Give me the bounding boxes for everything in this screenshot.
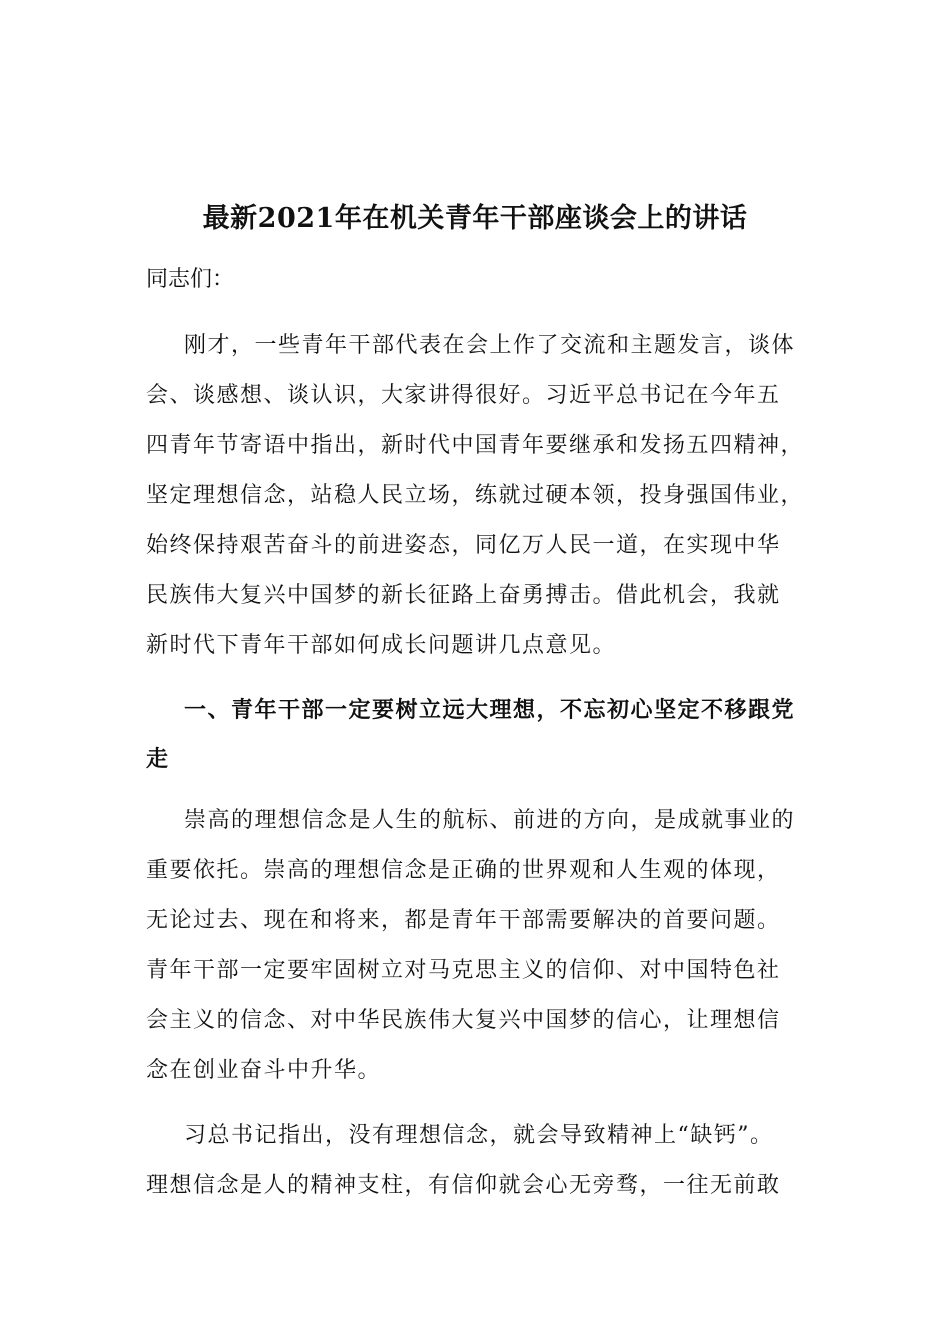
paragraph-line: 新时代下青年干部如何成长问题讲几点意见。 xyxy=(146,633,617,658)
paragraph-line: 坚定理想信念，站稳人民立场，练就过硬本领，投身强国伟业， xyxy=(146,483,805,508)
paragraph-line: 四青年节寄语中指出，新时代中国青年要继承和发扬五四精神， xyxy=(146,433,805,458)
heading-line: 一、青年干部一定要树立远大理想，不忘初心坚定不移跟党 xyxy=(184,697,796,723)
paragraph-line: 念在创业奋斗中升华。 xyxy=(146,1058,382,1083)
paragraph-line: 刚才，一些青年干部代表在会上作了交流和主题发言，谈体 xyxy=(184,333,796,358)
paragraph-line: 重要依托。崇高的理想信念是正确的世界观和人生观的体现， xyxy=(146,858,781,883)
document-title: 最新2021年在机关青年干部座谈会上的讲话 xyxy=(202,203,748,234)
paragraph-line: 崇高的理想信念是人生的航标、前进的方向，是成就事业的 xyxy=(184,808,796,833)
heading-line: 走 xyxy=(146,746,170,772)
paragraph-line: 民族伟大复兴中国梦的新长征路上奋勇搏击。借此机会，我就 xyxy=(146,583,781,608)
paragraph-line: 会主义的信念、对中华民族伟大复兴中国梦的信心，让理想信 xyxy=(146,1008,781,1033)
paragraph-line: 青年干部一定要牢固树立对马克思主义的信仰、对中国特色社 xyxy=(146,958,781,983)
paragraph-line: 无论过去、现在和将来，都是青年干部需要解决的首要问题。 xyxy=(146,908,781,933)
paragraph-line: 理想信念是人的精神支柱，有信仰就会心无旁骛，一往无前敢 xyxy=(146,1173,781,1198)
paragraph-line: 习总书记指出，没有理想信念，就会导致精神上“缺钙”。 xyxy=(184,1123,774,1148)
paragraph-line: 始终保持艰苦奋斗的前进姿态，同亿万人民一道，在实现中华 xyxy=(146,533,781,558)
salutation: 同志们： xyxy=(146,267,235,292)
paragraph-line: 会、谈感想、谈认识，大家讲得很好。习近平总书记在今年五 xyxy=(146,383,781,408)
